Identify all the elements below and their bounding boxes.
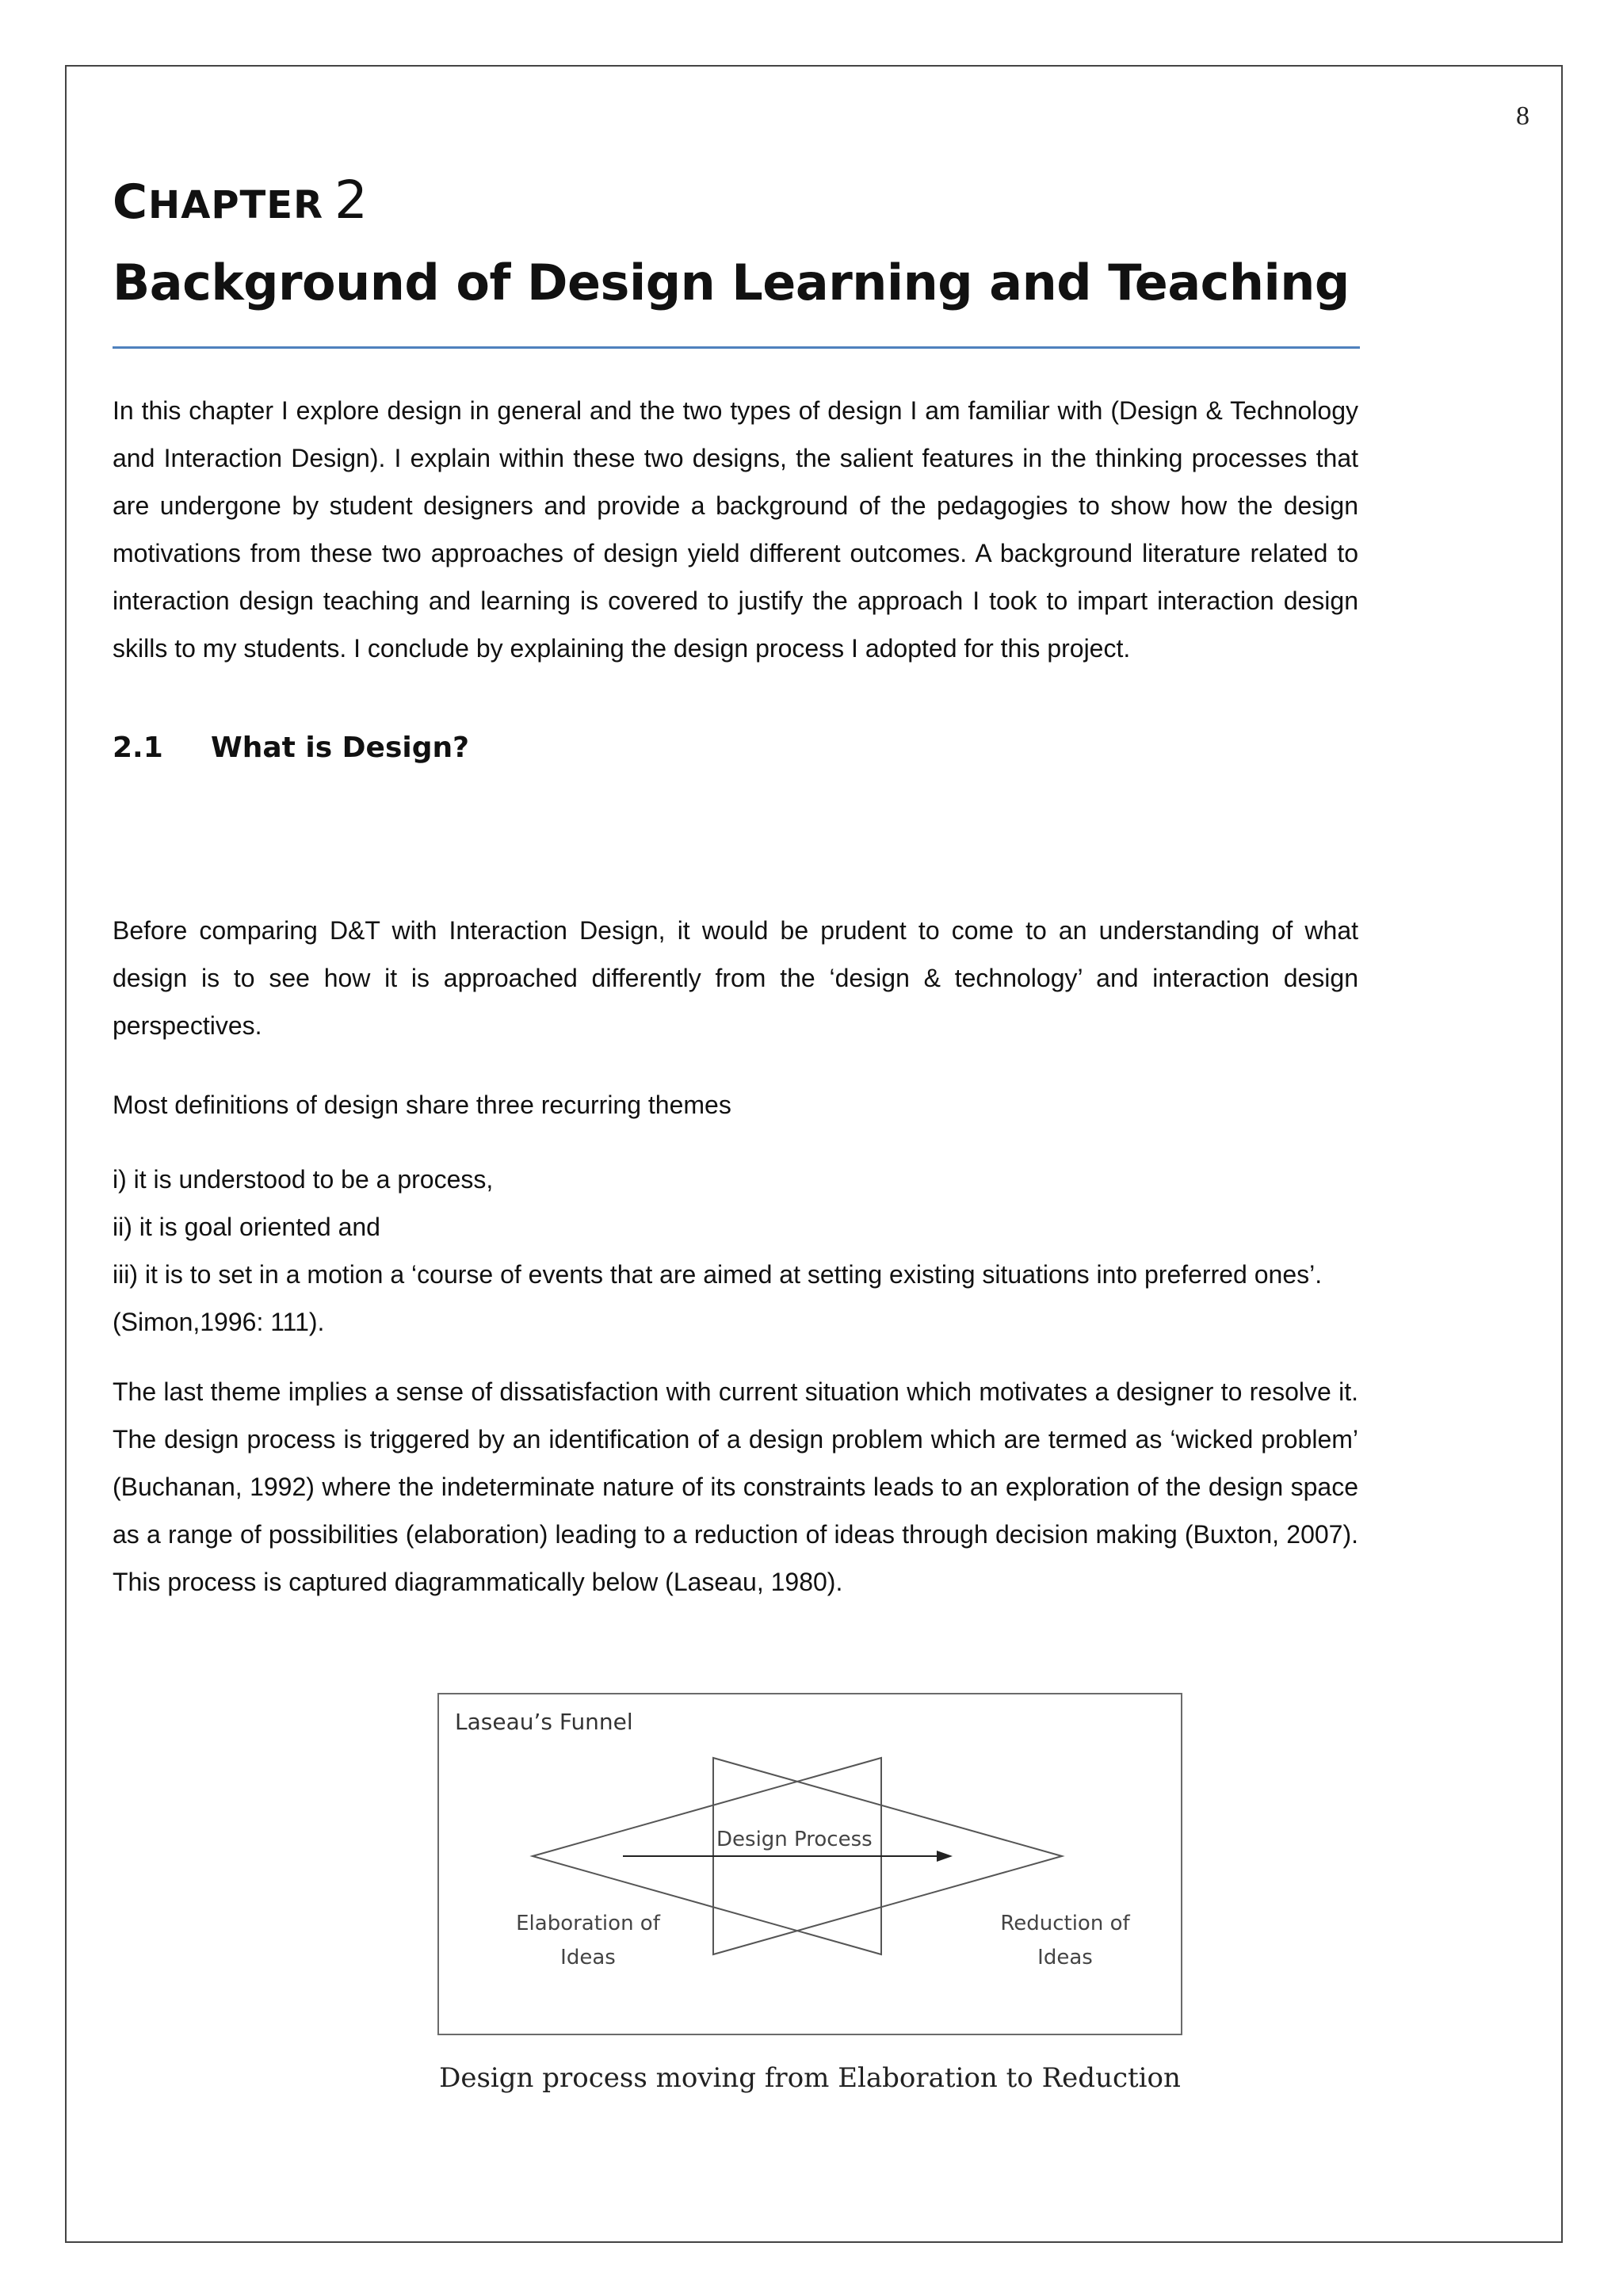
theme-item: ii) it is goal oriented and bbox=[113, 1213, 380, 1241]
reduction-label bbox=[970, 1907, 1160, 1975]
section-heading bbox=[113, 731, 469, 765]
themes-list bbox=[113, 1156, 1358, 1346]
reduction-label-line1: Reduction of bbox=[1000, 1912, 1130, 1935]
chapter-title: Background of Design Learning and Teaching bbox=[113, 254, 1350, 311]
chapter-number: 2 bbox=[334, 170, 369, 231]
reduction-label-line2: Ideas bbox=[1037, 1946, 1093, 1969]
laseau-funnel-figure bbox=[437, 1693, 1182, 2035]
title-divider bbox=[113, 346, 1360, 349]
funnel-diagram bbox=[439, 1694, 1181, 2034]
design-process-label: Design Process bbox=[716, 1828, 873, 1851]
paragraph-2: Before comparing D&T with Interaction Design, it would be prudent to come to an understanding of what design is to see how it is approached differently from the ‘design & technology’ and interaction design perspectives. bbox=[113, 916, 1358, 1040]
elaboration-label-line1: Elaboration of bbox=[516, 1912, 660, 1935]
figure-caption: Design process moving from Elaboration to Reduction bbox=[439, 2062, 1181, 2094]
chapter-label-rest: HAPTER bbox=[148, 183, 324, 227]
paragraph-3: Most definitions of design share three recurring themes bbox=[113, 1091, 731, 1119]
section-number: 2.1 bbox=[113, 732, 163, 764]
theme-item: i) it is understood to be a process, bbox=[113, 1165, 494, 1194]
section-title: What is Design? bbox=[211, 732, 470, 764]
figure-title: Laseau’s Funnel bbox=[455, 1709, 633, 1735]
paragraph-4: The last theme implies a sense of dissatisfaction with current situation which motivates a designer to resolve it. The design process is triggered by an identification of a design problem which are termed as ‘wicked problem’ (Buchanan, 1992) where the indeterminate nature of its constraints leads to an exploration of the design space as a range of possibilities (elaboration) leading to a reduction of ideas through decision making (Buxton, 2007). This process is captured diagrammatically below (Laseau, 1980). bbox=[113, 1377, 1358, 1596]
chapter-label-initial: C bbox=[113, 174, 149, 230]
process-arrow-head bbox=[937, 1851, 953, 1862]
elaboration-label bbox=[493, 1907, 683, 1975]
page-number: 8 bbox=[1516, 101, 1529, 131]
theme-item: iii) it is to set in a motion a ‘course of events that are aimed at setting existing situations into preferred ones’. (Simon,1996: 111). bbox=[113, 1260, 1323, 1336]
intro-paragraph: In this chapter I explore design in general and the two types of design I am familiar with (Design & Technology and Interaction Design). I explain within these two designs, the salient features in the thinking processes that are undergone by student designers and provide a background of the pedagogies to show how the design motivations from these two approaches of design yield different outcomes. A background literature related to interaction design teaching and learning is covered to justify the approach I took to impart interaction design skills to my students. I conclude by explaining the design process I adopted for this project. bbox=[113, 396, 1358, 663]
elaboration-label-line2: Ideas bbox=[560, 1946, 616, 1969]
chapter-label bbox=[113, 170, 369, 231]
